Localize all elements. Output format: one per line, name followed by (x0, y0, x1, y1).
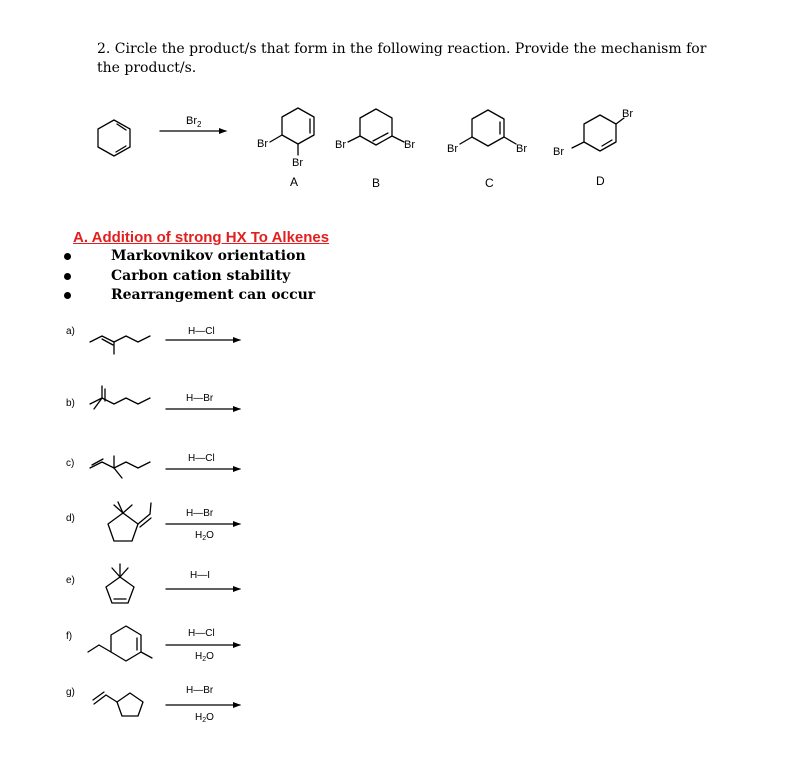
product-d-substituent: Br (622, 108, 633, 120)
product-d-substituent: Br (553, 146, 564, 158)
problem-g-label: g) (66, 687, 75, 698)
product-c-structure (460, 110, 516, 146)
problem-c-reagent: H—Cl (188, 453, 215, 464)
problem-a-reagent: H—Cl (188, 326, 215, 337)
product-a-substituent: Br (257, 138, 268, 150)
section-heading: A. Addition of strong HX To Alkenes (73, 229, 330, 246)
problem-d-label: d) (66, 513, 75, 524)
problem-c-label: c) (66, 458, 75, 469)
main-reagent-label: $Br_2$ (186, 115, 202, 129)
problem-f-label: f) (66, 631, 73, 642)
problem-d-structure (108, 502, 151, 541)
product-c-label: C (485, 176, 494, 190)
reactant-cyclohexadiene (98, 120, 130, 156)
problem-f-structure (88, 626, 152, 661)
product-b-substituent: Br (404, 139, 415, 151)
problem-g-reagent: H—Br (186, 685, 214, 696)
bullet-text: Rearrangement can occur (111, 287, 316, 303)
problem-b-structure (90, 386, 150, 409)
product-a-structure (270, 108, 314, 155)
product-b-label: B (372, 176, 381, 190)
problem-d-reagent: H—Br (186, 508, 214, 519)
problem-f-solvent: $H_2O$ (195, 651, 214, 663)
product-a-substituent: Br (292, 157, 303, 169)
product-d-structure (572, 115, 624, 151)
bullet-text: Markovnikov orientation (111, 248, 306, 264)
product-c-substituent: Br (516, 143, 527, 155)
bullet-text: Carbon cation stability (111, 268, 291, 284)
problem-e-structure (106, 564, 134, 603)
problem-a-label: a) (66, 326, 75, 337)
product-a-label: A (290, 175, 299, 189)
problem-a-structure (90, 336, 150, 354)
product-d-label: D (596, 174, 605, 188)
problem-f-reagent: H—Cl (188, 628, 215, 639)
problem-e-reagent: H—I (190, 570, 210, 581)
problem-d-solvent: $H_2O$ (195, 530, 214, 542)
problem-g-solvent: $H_2O$ (195, 712, 214, 724)
problem-c-structure (90, 456, 150, 478)
product-b-substituent: Br (335, 139, 346, 151)
problem-b-label: b) (66, 398, 75, 409)
product-b-structure (348, 109, 404, 145)
product-c-substituent: Br (447, 143, 458, 155)
question-text: 2. Circle the product/s that form in the following reaction. Provide the mechanism for the product/s. (97, 41, 707, 76)
problem-e-label: e) (66, 575, 75, 586)
problem-b-reagent: H—Br (186, 393, 214, 404)
problem-g-structure (93, 692, 143, 716)
